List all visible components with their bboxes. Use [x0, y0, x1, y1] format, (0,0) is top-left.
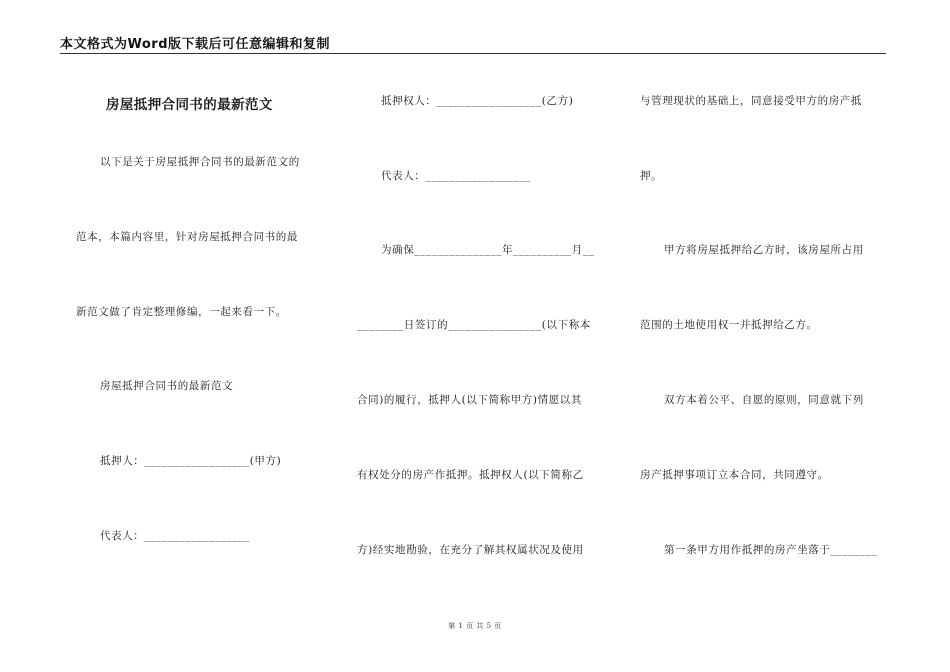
- document-title: 房屋抵押合同书的最新范文: [106, 97, 273, 113]
- section-heading: 房屋抵押合同书的最新范文: [100, 380, 234, 392]
- paragraph-line: 为确保_______________年__________月__: [381, 244, 595, 256]
- paragraph-line: 双方本着公平、自愿的原则，同意就下列: [664, 394, 864, 406]
- paragraph-line: 房产抵押事项订立本合同，共同遵守。: [640, 469, 829, 481]
- paragraph-line: 押。: [640, 170, 663, 182]
- paragraph-line: 方)经实地勘验，在充分了解其权属状况及使用: [357, 544, 584, 556]
- paragraph-line: 范围的土地使用权一并抵押给乙方。: [640, 319, 818, 331]
- mortgagee-field: 抵押权人：__________________(乙方): [381, 95, 574, 107]
- representative-field: 代表人：__________________: [100, 530, 250, 542]
- paragraph-line: 与管理现状的基础上，同意接受甲方的房产抵: [640, 95, 862, 107]
- paragraph-line: 以下是关于房屋抵押合同书的最新范文的: [100, 156, 300, 168]
- paragraph-line: 甲方将房屋抵押给乙方时，该房屋所占用: [664, 244, 864, 256]
- mortgagor-field: 抵押人：__________________(甲方): [100, 455, 282, 467]
- article-one-line: 第一条甲方用作抵押的房产坐落于________: [664, 544, 878, 556]
- header-text: 本文格式为Word版下载后可任意编辑和复制: [60, 37, 331, 52]
- paragraph-line: 新范文做了肯定整理修编，一起来看一下。: [76, 306, 287, 318]
- paragraph-line: 有权处分的房产作抵押。抵押权人(以下简称乙: [357, 469, 584, 481]
- paragraph-line: ________日签订的________________(以下称本: [357, 319, 591, 331]
- paragraph-line: 合同)的履行，抵押人(以下简称甲方)情愿以其: [357, 394, 582, 406]
- document-header: [60, 33, 886, 54]
- representative-field: 代表人：__________________: [381, 170, 531, 182]
- paragraph-line: 范本，本篇内容里，针对房屋抵押合同书的最: [76, 231, 298, 243]
- page-number: 第 1 页 共 5 页: [448, 622, 502, 630]
